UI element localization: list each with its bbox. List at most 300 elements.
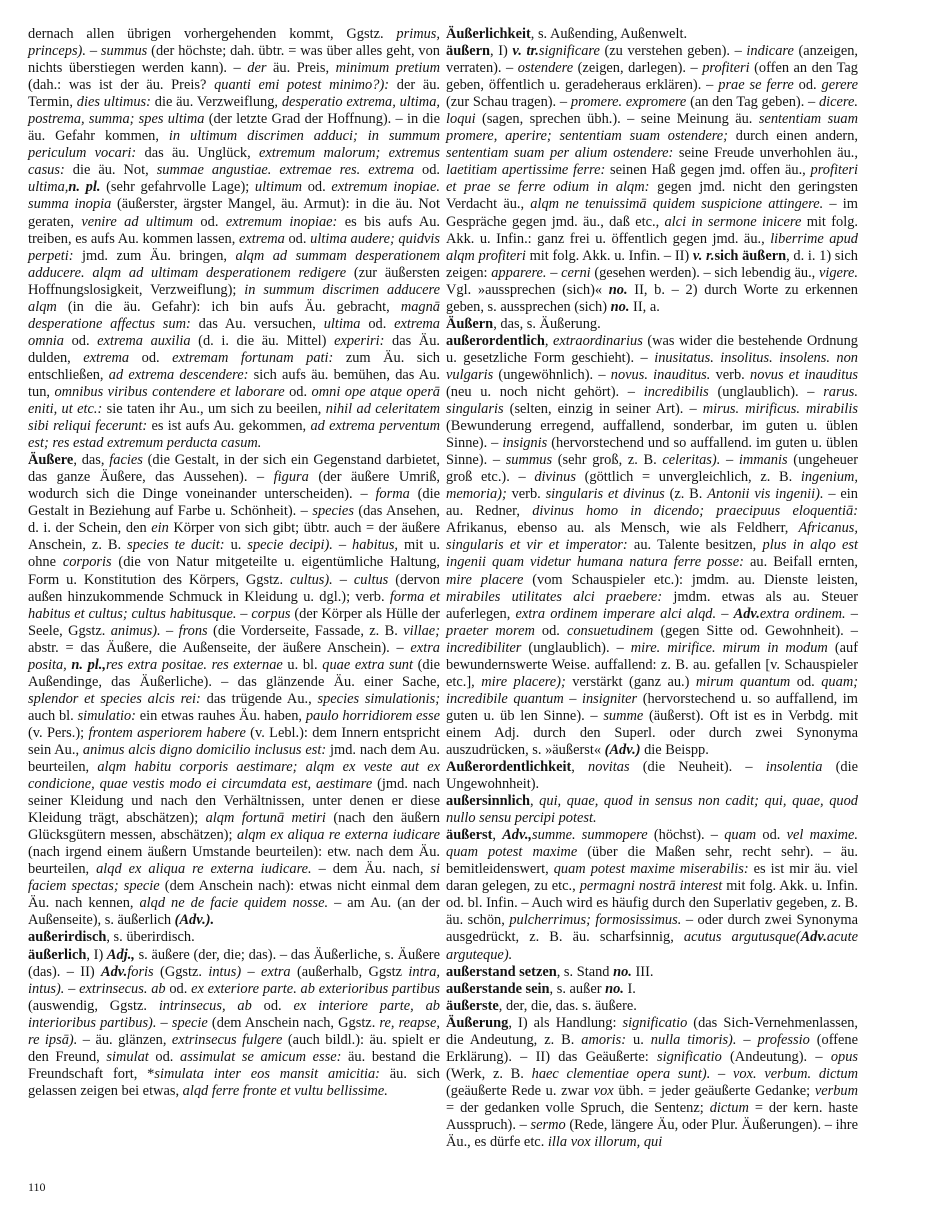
entry-text: (geäußerte Rede u. zwar [446, 1082, 594, 1099]
entry-text: verb. [710, 366, 750, 383]
entry-text: summae angustiae. extremae res. extrema [156, 162, 415, 179]
entry-text: (offen an den Tag geben, öffentlich u. geradeheraus erklären). – [446, 60, 858, 94]
entry-text: od. [284, 383, 312, 400]
entry-text: paulo horridiorem esse [305, 707, 440, 724]
entry-text: (der äußere Umriß, wodurch sich die Dinge voneinander unterscheiden). – [28, 469, 440, 503]
entry-text: omni ope atque operā eniti, ut etc.: [28, 383, 440, 418]
dictionary-entry [446, 964, 858, 981]
entry-text: forma [375, 486, 410, 503]
entry-text: mit folg. Akk. u. Infin. od. bl. Infin. – Auch wird es häufig durch den Superlativ gegeben, z. B. äu. schön, [446, 878, 858, 929]
entry-headword: sich äußern [714, 247, 787, 264]
entry-text: ultima audere; quidvis perpeti: [28, 230, 441, 264]
entry-text: extraordinarius [553, 332, 643, 349]
entry-text: od. [63, 332, 98, 349]
entry-text: (die Außendinge, das Äußerliche). – das glänzende Äu. einer Sache, [28, 656, 440, 690]
entry-text: der äu. Termin, [28, 77, 440, 111]
entry-text: , s. Stand [556, 963, 614, 980]
entry-text: extremam fortunam pati: [172, 349, 334, 366]
entry-text: alqd ex aliqua re externa iudicare. [96, 861, 312, 878]
entry-text: II, b. – 2) durch Worte zu erkennen geben, s. aussprechen (sich) [446, 281, 858, 315]
entry-text: – oder durch zwei Synonyma ausgedrückt, z. B. äu. scharfsinnig, [446, 912, 859, 946]
entry-text: od. [193, 213, 226, 230]
entry-text: es ist aufs Au. gekommen, [147, 418, 311, 435]
entry-text: extra ordinem imperare alci alqd. – [515, 605, 729, 622]
entry-text: (das Sich-Vernehmenlassen, die Andeutung, z. B. [446, 1014, 859, 1048]
entry-text: (Ggstz. [153, 963, 209, 980]
entry-text: – dem Äu. nach, [311, 861, 431, 878]
entry-text: s. äußere (der, die; das). – das Äußerliche, s. Äußere (das). – II) [28, 946, 440, 980]
entry-text: extremum malorum; extremus casus: [28, 145, 440, 179]
entry-text: (offene Erklärung). – II) das Geäußerte: [446, 1031, 858, 1065]
entry-text: alci in sermone inicere [664, 213, 802, 230]
entry-text: od. [756, 827, 787, 844]
entry-text: (v. Pers.); [28, 724, 89, 741]
entry-text: (z. B. [664, 486, 708, 503]
entry-text: od. [793, 77, 822, 94]
entry-text: alqm ad summam desperationem adducere. alqm ad ultimam desperationem redigere [28, 247, 440, 281]
entry-text: (die Gestalt, in der sich ein Gegenstand darbietet, das ganze Äußere, das Aussehen). – [28, 452, 440, 486]
entry-text: Antonii vis ingenii). [707, 486, 824, 503]
entry-text: dies ultimus: [76, 94, 151, 111]
entry-text: Adv. [800, 929, 827, 946]
entry-text: no. [605, 980, 624, 997]
entry-text: (dem Anschein nach): etwas nicht einmal dem Äu. nach kennen, [28, 878, 440, 912]
entry-text: (in die äu. Gefahr): ich bin aufs Äu. gebracht, [56, 298, 401, 315]
entry-text: , I) [489, 43, 513, 60]
entry-text: das äu. Unglück, [136, 145, 259, 162]
entry-text: (die Gestalt in Beziehung auf Farbe u. Schönheit). – [28, 486, 440, 520]
entry-text: vel maxime. quam potest maxime [446, 827, 858, 861]
entry-text: novitas [588, 759, 630, 776]
entry-text: (die Neuheit). – [629, 759, 766, 776]
entry-text: od. [302, 179, 332, 196]
entry-text: inusitatus. insolitus. insolens. non vulgaris [446, 349, 858, 383]
entry-text: u. [224, 537, 248, 554]
entry-headword: äußerste [446, 997, 499, 1014]
entry-text: sie taten ihr Au., um sich zu beeilen, [102, 401, 326, 418]
dictionary-entry [28, 26, 440, 452]
entry-text: sermo [530, 1117, 566, 1133]
entry-text: facies [109, 452, 143, 469]
entry-text: sententiam suam promere, aperire; sententiam suam ostendere; [446, 111, 858, 145]
entry-text: (gegen Sitte od. Gewohnheit). – [653, 622, 858, 639]
entry-text: (sehr gefahrvolle Lage); [100, 179, 255, 196]
entry-text: das trügende Au., [200, 690, 318, 707]
entry-text: jmd. zum Äu. bringen, [73, 247, 236, 264]
entry-text: od. [129, 349, 173, 366]
entry-text: – am Au. (an der Außenseite), s. äußerlich [28, 895, 440, 929]
entry-text: , [492, 827, 503, 844]
entry-text: gerere [821, 77, 859, 94]
entry-text: Africanus, singularis et vir et imperator: [446, 520, 858, 554]
entry-headword: äußerst [446, 827, 493, 844]
entry-text: (was wider die bestehende Ordnung u. gesetzliche Form geschieht). – [446, 332, 858, 366]
entry-text: no. [610, 298, 630, 315]
entry-text: Körper von sich gibt; übtr. auch = der äußere Anschein, z. B. [28, 520, 440, 554]
entry-text: quam [724, 827, 757, 844]
entry-text: III. [631, 963, 654, 980]
entry-text: laetitiam apertissime ferre: [446, 162, 606, 179]
entry-text: simulata inter eos mansit amicitia: [154, 1065, 380, 1082]
entry-text: od. [165, 980, 192, 997]
entry-text: (vom Schauspieler etc.): jmdm. au. Dienste leisten, [523, 571, 858, 588]
entry-text: re, reapse, re ipsā). – [28, 1014, 440, 1048]
entry-text: mirum quantum [695, 673, 791, 690]
entry-text: (sagen, sprechen übh.). – seine Meinung äu. [475, 111, 759, 128]
entry-text: extrinsecus fulgere [171, 1031, 283, 1048]
entry-text: (hervorstechend u. so auffallend, im guten u. üb len Sinne). – [446, 690, 858, 724]
dictionary-entry [446, 26, 858, 43]
entry-text: – im Gespräche gegen jmd. äu., daß etc., [446, 196, 858, 230]
entry-headword: Außerordentlichkeit [446, 759, 572, 776]
entry-text: v. r. [692, 247, 715, 264]
entry-text: II, a. [629, 298, 660, 315]
entry-text: od. [284, 230, 311, 247]
entry-text: apparere. – cerni [491, 264, 591, 281]
entry-text: species simulationis; [317, 690, 440, 707]
entry-text: si faciem spectas; specie [28, 861, 440, 895]
entry-text: (v. Lebl.): dem Innern entspricht sein Au., [28, 724, 440, 758]
entry-text: extra ordinem. – praeter morem [446, 605, 858, 639]
entry-text: (sehr groß, z. B. [552, 452, 663, 469]
entry-text: consuetudinem [566, 622, 654, 639]
entry-text: Adv., [502, 827, 533, 844]
entry-text: au. Beifall ernten, [743, 554, 858, 571]
entry-text: vox [593, 1082, 614, 1099]
entry-text: no. [608, 281, 628, 298]
entry-text: quanti emi potest minimo?): [214, 77, 390, 94]
entry-text: (die von Natur mitgeteilte u. eigentümliche Haltung, Form u. Konstitution des Körpers, Ggstz. [28, 554, 440, 588]
entry-text: = der gedanken volle Spruch, die Sentenz; [446, 1099, 710, 1116]
entry-text: (unglaublich). – [521, 639, 631, 656]
entry-text: nulla timoris). – professio [650, 1031, 810, 1048]
entry-text: (d. i. die äu. Mittel) [190, 332, 335, 349]
entry-text: (der höchste; dah. übtr. = was über alles geht, von nichts überstiegen werden kann). – [28, 43, 441, 77]
entry-text: divinus homo in dicendo; praecipuus eloquentiā: [532, 503, 858, 520]
entry-text: illa vox illorum, qui [547, 1134, 663, 1151]
entry-text: splendor et species alcis rei: [28, 690, 201, 707]
entry-text: zum Äu. sich entschließen, [28, 349, 440, 383]
entry-text: extrema [83, 349, 130, 366]
entry-text: n. pl. [68, 179, 101, 196]
entry-text: (Rede, längere Äu, oder Plur. Äußerungen). – ihre Äu., es dürfe etc. [446, 1117, 858, 1151]
entry-text: frontem asperiorem habere [88, 724, 246, 741]
entry-text: (zur äußersten Hoffnungslosigkeit, Verzweiflung); [28, 264, 440, 298]
entry-text: u. [626, 1031, 651, 1048]
entry-headword: äußerlich [28, 946, 87, 963]
entry-text: (Adv.) [604, 741, 641, 758]
entry-text: species [312, 503, 354, 520]
entry-text: minimum pretium [335, 60, 440, 77]
entry-text: figura [273, 469, 309, 486]
entry-headword: außerordentlich [446, 332, 545, 349]
entry-text: extrema omnia [28, 315, 440, 349]
entry-text: v. tr. [512, 43, 539, 60]
entry-text: incredibilis [643, 383, 709, 400]
entry-text: = der kern. haste Ausspruch). – [446, 1099, 858, 1133]
entry-text: , s. Außending, Außenwelt. [530, 26, 688, 42]
entry-text: indicare [746, 43, 794, 60]
entry-text: dictum [709, 1099, 749, 1116]
entry-text: animus). – frons [110, 622, 208, 639]
entry-text: extrema auxilia [97, 332, 191, 349]
entry-text: die äu. Verzweiflung, [150, 94, 282, 111]
entry-text: der [247, 60, 267, 77]
entry-text: (auf bewundernswerte Weise. auffallend: z. B. au. gefallen [v. Schauspieler etc.], [446, 639, 858, 690]
entry-text: species te ducit: [127, 537, 225, 554]
entry-text: , [571, 759, 589, 776]
entry-text: , [544, 332, 553, 349]
entry-headword: Äußerung [446, 1014, 509, 1031]
entry-text: mire placere [446, 571, 524, 588]
entry-text: verbum [814, 1082, 858, 1099]
entry-text: mirus. mirificus. mirabilis [702, 401, 858, 418]
entry-text: qui, quae, quod in sensus non cadit; qui, quae, quod nullo sensu percipi potest. [446, 793, 858, 827]
entry-text: auch bl. [28, 707, 78, 724]
entry-text: , I) [86, 946, 107, 963]
entry-text: alqm fortunā metiri [205, 810, 326, 827]
entry-text: mire placere); [481, 673, 566, 690]
entry-text: abstr. = das Äußere, die Außenseite, der äußere Anschein). – [28, 639, 411, 656]
entry-text: alqm ne tenuissimā quidem suspicione attingere. [530, 196, 824, 213]
entry-text: quam; incredibile quantum – insigniter [446, 673, 859, 707]
entry-text: , der, die, das. s. äußere. [498, 997, 637, 1014]
entry-text: alqd ferre fronte et vultu bellissime. [182, 1082, 388, 1099]
entry-text: äu. Preis, [266, 60, 336, 77]
entry-text: die Beispp. [640, 741, 709, 758]
entry-text: ultima, [28, 179, 69, 196]
entry-text: , das, s. Äußerung. [493, 315, 601, 332]
entry-text: novus et inauditus [750, 366, 858, 383]
entry-text: mire. mirifice. mirum in modum [630, 639, 828, 656]
entry-text: cultus). – cultus [290, 571, 389, 588]
entry-text: (jmd. nach seiner Kleidung und nach den Verhältnissen, unter denen er diese Kleidung trägt, abschätzen); [28, 776, 440, 827]
entry-text: primus, princeps). – summus [28, 26, 440, 60]
entry-text: intrinsecus, ab [158, 997, 252, 1014]
entry-text: prae se ferre [718, 77, 794, 94]
entry-text: verb. [506, 486, 546, 503]
entry-text: summe [603, 707, 644, 724]
entry-text: amoris: [581, 1031, 627, 1048]
entry-text: permagni nostrā interest [579, 878, 723, 895]
entry-text: ein etwas rauhes Äu. haben, [135, 707, 306, 724]
entry-headword: Äußerlichkeit [446, 26, 531, 42]
entry-text: omnibus viribus contendere et laborare [54, 383, 285, 400]
entry-text: es bis aufs Au. treiben, es aufs Au. kommen lassen, [28, 213, 441, 247]
entry-headword: Äußere [28, 452, 74, 469]
entry-text: ad extrema perventum est; res estad extremum perducta casum. [28, 418, 440, 452]
entry-headword: außerstande sein [446, 980, 550, 997]
entry-text: (dem Anschein nach, Ggstz. [207, 1014, 380, 1031]
entry-text: durch einen andern, [727, 128, 858, 145]
entry-headword: Äußern [446, 315, 494, 332]
dictionary-entry [446, 759, 858, 793]
entry-text: es ist mir äu. viel daran gelegen, zu etc., [446, 861, 858, 895]
entry-text: acute arguteque). [446, 929, 858, 963]
entry-headword: äußern [446, 43, 490, 60]
dictionary-entry [446, 316, 858, 333]
entry-text: , s. überirdisch. [106, 929, 195, 946]
entry-text: intus) – extra [208, 963, 291, 980]
entry-text: (neu u. noch nicht gehört). – [446, 383, 644, 400]
entry-text: (der Körper als Hülle der Seele, Ggstz. [28, 605, 441, 639]
entry-text: ultimum [254, 179, 303, 196]
entry-text: (Werk, z. B. [446, 1065, 532, 1082]
entry-text: n. pl., [71, 656, 106, 673]
entry-text: significatio [657, 1048, 722, 1065]
entry-text: ingenium, memoria); [446, 469, 858, 503]
entry-text: (auswendig, Ggstz. [28, 997, 159, 1014]
entry-text: (zur Schau tragen). – [446, 94, 571, 111]
entry-text: novus. inauditus. [610, 366, 711, 383]
entry-text: jmdm. etwas als au. Steuer auferlegen, [446, 588, 858, 622]
entry-text: insolentia [765, 759, 823, 776]
entry-text: alqm ex aliqua re externa iudicare [237, 827, 440, 844]
entry-text: ostendere [517, 60, 574, 77]
entry-text: das Äu. dulden, [28, 332, 440, 366]
entry-text: od. [251, 997, 294, 1014]
entry-text: profiteri [702, 60, 750, 77]
entry-text: (die Vorderseite, Fassade, z. B. [207, 622, 404, 639]
entry-text: in ultimum discrimen adduci; in summum periculum vocari: [28, 128, 440, 162]
entry-text: (an den Tag geben). – [686, 94, 819, 111]
entry-text: animus alcis digno domicilio inclusus est: [82, 741, 327, 758]
entry-text: forma et habitus et cultus; cultus habitusque. – corpus [28, 588, 440, 622]
entry-text: haec clementiae opera sunt). – vox. verbum. dictum [531, 1065, 858, 1082]
entry-text: ex exteriore parte. ab exterioribus partibus [191, 980, 440, 997]
entry-text: Adv. [733, 605, 760, 622]
entry-text: singularis et divinus [545, 486, 665, 503]
entry-text: (über die Maßen sehr, recht sehr). – äu. bemitleidenswert, [446, 844, 858, 878]
column-left [28, 26, 440, 1100]
entry-text: ein [151, 520, 169, 537]
entry-text: (zeigen, darlegen). – [573, 60, 703, 77]
entry-text: extremum inopiae. summa inopia [28, 179, 440, 213]
entry-text: (äußerster, ärgster Mangel, äu. Armut): in die äu. Not geraten, [28, 196, 441, 230]
entry-text: alqm habitu corporis aestimare; alqm ex veste aut ex condicione, quae vestis modo ei circumdata est, aestimare [28, 759, 440, 793]
entry-text: villae; [403, 622, 440, 639]
entry-text: äu. sich gelassen zeigen bei etwas, [28, 1065, 440, 1099]
entry-text: incredibiliter [446, 639, 522, 656]
entry-text: seine Freude unverhohlen äu., [673, 145, 858, 162]
entry-text: no. [613, 963, 632, 980]
entry-text: (der letzte Grad der Hoffnung). – in die äu. Gefahr kommen, [28, 111, 440, 145]
entry-text: Afrikanus, ebenso au. als Mensch, wie als Feldherr, [446, 520, 799, 537]
entry-text: mit u. ohne [28, 537, 440, 571]
entry-text: jmd. nach dem Au. beurteilen, [28, 741, 440, 776]
dictionary-entry [28, 929, 440, 946]
dictionary-entry [446, 333, 858, 759]
entry-text: (göttlich = unvergleichlich, z. B. [575, 469, 801, 486]
entry-text: (unglaublich). – [708, 383, 824, 400]
entry-text: verstärkt (ganz au.) [565, 673, 696, 690]
entry-text: (Adv.). [174, 912, 215, 929]
entry-text: (das Ansehen, d. i. der Schein, den [28, 503, 440, 537]
entry-text: I. [623, 980, 636, 997]
entry-text: (hervorstechend und so auffallend. im guten u. üblen Sinne). – [446, 435, 859, 469]
entry-text: quam potest maxime miserabilis: [553, 861, 749, 878]
entry-text: (äußerst). Oft ist es in Verbdg. mit einem Adj. durch den Superl. oder durch zwei Synonyma auszudrücken, s. »äußerst« [446, 707, 858, 758]
entry-text: rarus. singularis [446, 383, 858, 418]
entry-text: extremum inopiae: [225, 213, 338, 230]
dictionary-entry [28, 452, 440, 929]
entry-text: mit folg. Akk. u. Infin.: ganz frei u. öffentlich gegen jmd. äu., [446, 213, 858, 247]
entry-text: äu. glänzen, [89, 1031, 172, 1048]
entry-text: (höchst). – [647, 827, 725, 844]
entry-headword: außerstand setzen [446, 963, 557, 980]
entry-text: pulcherrimus; formosissimus. [509, 912, 682, 929]
entry-headword: außerirdisch [28, 929, 107, 946]
dictionary-entry [28, 947, 440, 1100]
entry-text: (nach irgend einem äußern Umstande beurteilen): etw. nach dem Äu. beurteilen, [28, 844, 440, 878]
entry-text: (Bewunderung erregend, auffallend, sonderbar, im guten u. üblen Sinne). – [446, 418, 858, 452]
entry-text: (gesehen werden). – sich lebendig äu., [590, 264, 819, 281]
entry-text: Vgl. »aussprechen (sich)« [446, 281, 609, 298]
entry-text: significare [538, 43, 600, 60]
entry-text: specie decipi). – habitus, [247, 537, 399, 554]
entry-text: acutus argutusque( [683, 929, 801, 946]
entry-text: foris [127, 963, 154, 980]
dictionary-entry [446, 793, 858, 827]
entry-text: promere. expromere [570, 94, 687, 111]
entry-text: od. [148, 1048, 181, 1065]
entry-text: (die Ungewohnheit). [446, 759, 858, 793]
entry-text: corporis [62, 554, 112, 571]
entry-text: assimulat se amicum esse: [180, 1048, 342, 1065]
entry-text: (nach den äußern Glücksgütern messen, abschätzen); [28, 810, 440, 844]
entry-text: das Au. versuchen, [190, 315, 324, 332]
entry-text: (dervon außen hinzukommende Schmuck in Kleidung u. dgl.); verb. [28, 571, 440, 605]
entry-text: äu. bestand die Freundschaft fort, * [28, 1048, 441, 1082]
entry-text: (Andeutung). – [721, 1048, 831, 1065]
entry-text: divinus [534, 469, 576, 486]
entry-text: alqd ne de facie quidem nosse. [139, 895, 329, 912]
dictionary-entry [446, 981, 858, 998]
entry-text: res extra positae. res externae [106, 656, 283, 673]
entry-text: od. [790, 673, 822, 690]
entry-text: liberrime apud alqm profiteri [446, 230, 858, 264]
entry-text: (dah.: was ist der äu. Preis? [28, 77, 215, 94]
entry-text: – ein au. Redner, [446, 486, 858, 520]
entry-text: (außerhalb, Ggstz [290, 963, 409, 980]
entry-text: die äu. Not, [64, 162, 157, 179]
entry-text: sich aufs äu. bemühen, das Au. tun, [28, 366, 440, 400]
entry-text: quae extra sunt [322, 656, 413, 673]
entry-text: intra, intus). – extrinsecus. ab [28, 963, 440, 997]
dictionary-entry [446, 43, 858, 316]
entry-text: ex interiore parte, ab interioribus partibus). – specie [28, 997, 441, 1031]
entry-text: in summum discrimen adducere alqm [28, 281, 441, 315]
entry-text: übh. = jeder geäußerte Gedanke; [613, 1082, 815, 1099]
entry-text: , das, [73, 452, 110, 469]
entry-text: (ungeheuer groß etc.). – [446, 452, 858, 486]
entry-text: vigere. [818, 264, 858, 281]
entry-text: au. Talente besitzen, [627, 537, 763, 554]
entry-text: (anzeigen, verraten). – [446, 43, 858, 77]
entry-text: (selten, einzig in seiner Art). – [503, 401, 703, 418]
entry-text: significatio [622, 1014, 688, 1031]
entry-headword: außersinnlich [446, 793, 530, 810]
entry-text: dicere. loqui [446, 94, 858, 128]
entry-text: od. [360, 315, 395, 332]
entry-text: , [529, 793, 540, 810]
dictionary-entry [446, 827, 858, 963]
entry-text: experiri: [334, 332, 385, 349]
dictionary-entry [446, 998, 858, 1015]
entry-text: extrema [238, 230, 285, 247]
entry-text: sententiam suam per alium ostendere: [446, 145, 674, 162]
entry-text: summe. summopere [532, 827, 648, 844]
